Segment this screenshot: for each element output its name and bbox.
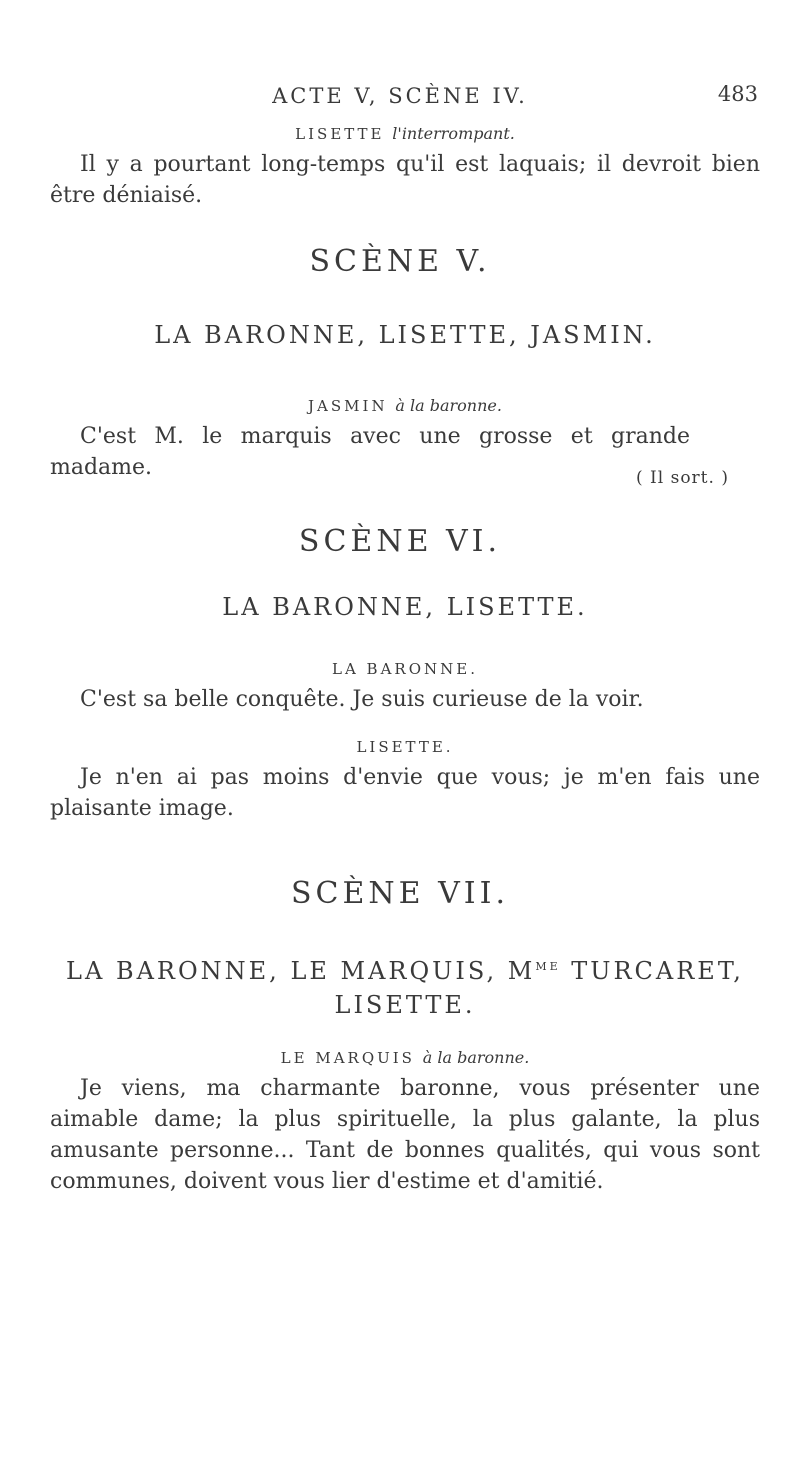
scene7-speech-marquis	[50, 1048, 760, 1197]
speech-text: Je n'en ai pas moins d'envie que vous; je m'en fais une plaisante image.	[50, 765, 760, 821]
scene-title: SCÈNE V.	[309, 244, 491, 279]
characters-part: LISETTE.	[334, 991, 476, 1019]
speech-text: C'est M. le marquis avec une grosse et grande madame.	[50, 424, 690, 480]
scene-title: SCÈNE VI.	[298, 524, 502, 559]
speech-text: Je viens, ma charmante baronne, vous présenter une aimable dame; la plus spirituelle, la plus galante, la plus amusante personne... Tant de bonnes qualités, qui vous sont communes, doivent vous lier d'estime et d'amitié.	[50, 1076, 760, 1194]
scene-title: SCÈNE VII.	[291, 876, 509, 911]
characters-part: LA BARONNE, LE MARQUIS, M	[66, 957, 536, 985]
speaker-name: JASMIN	[308, 397, 388, 415]
running-title: ACTE V, SCÈNE IV.	[272, 84, 528, 108]
speaker-heading	[50, 1048, 760, 1067]
speaker-name: LISETTE.	[356, 738, 454, 756]
speaker-heading	[50, 124, 760, 143]
scene-characters	[50, 950, 760, 1022]
stage-direction: à la baronne.	[422, 1048, 530, 1067]
characters-part: TURCARET,	[560, 957, 744, 985]
stage-direction: à la baronne.	[395, 396, 502, 415]
speaker-name: LE MARQUIS	[280, 1049, 415, 1067]
speaker-heading	[50, 396, 760, 415]
speaker-name: LISETTE	[295, 125, 385, 143]
stage-direction-exit: ( Il sort. )	[636, 468, 729, 488]
speech-text: Il y a pourtant long-temps qu'il est laquais; il devroit bien être déniaisé.	[50, 152, 760, 208]
speech-text: C'est sa belle conquête. Je suis curieuse de la voir.	[80, 687, 644, 712]
page-number: 483	[717, 82, 758, 106]
scene-characters: LA BARONNE, LISETTE.	[222, 593, 588, 621]
scene-characters: LA BARONNE, LISETTE, JASMIN.	[154, 321, 656, 349]
scene6-speech-lisette	[50, 738, 760, 824]
characters-superscript: ME	[535, 960, 561, 973]
intro-speech	[50, 124, 760, 211]
stage-direction: l'interrompant.	[392, 124, 515, 143]
scene6-speech-baronne	[50, 660, 760, 715]
speaker-name: LA BARONNE.	[332, 660, 478, 678]
